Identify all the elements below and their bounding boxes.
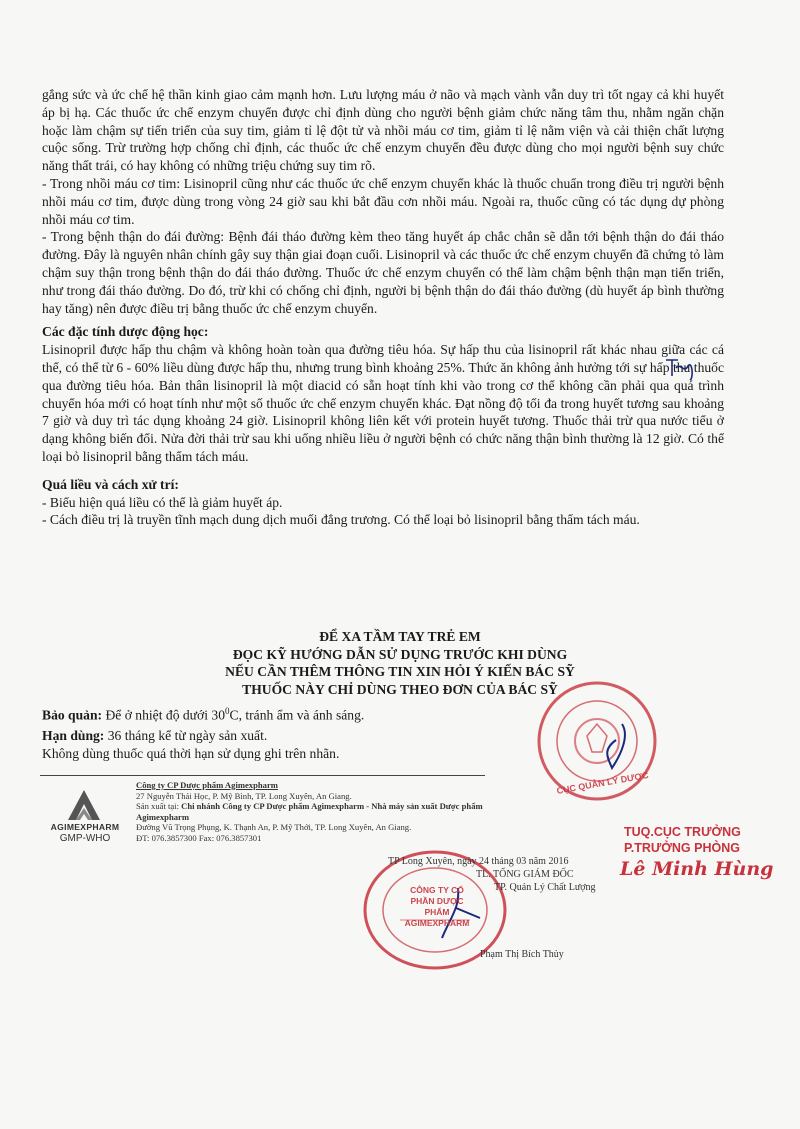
pharmacokinetics-text: Lisinopril được hấp thu chậm và không hoàn toàn qua đường tiêu hóa. Sự hấp thu của lisinopril rất khác nhau giữa các cá thể, có thể từ 6 - 60% liều dùng được hấp thu, nhưng trung bình khoảng 25%. Thức ăn không ảnh hưởng tới sự hấp thu thuốc qua đường tiêu hóa. Bản thân lisinopril là một diacid có sẵn hoạt tính khi vào trong cơ thể không cần phải qua quá trình chuyển hóa mới có hoạt tính như một số thuốc ức chế enzym chuyển khác. Đạt nồng độ tối đa trong huyết tương sau khoảng 7 giờ và duy trì tác dụng khoảng 24 giờ. Lisinopril không liên kết với protein huyết tương. Thuốc thải trừ qua nước tiểu ở dạng không biến đổi. Nửa đời thải trừ sau khi uống nhiều liều ở người bệnh có chức năng thận bình thường là 12 giờ. Có thể loại bỏ lisinopril bằng thẩm tách máu. [42, 342, 724, 464]
overdose-line-2: - Cách điều trị là truyền tĩnh mạch dung dịch muối đẳng trương. Có thể loại bỏ lisinopril bằng thẩm tách máu. [42, 512, 640, 528]
company-name: Công ty CP Dược phẩm Agimexpharm [136, 780, 278, 790]
warning-line: ĐỌC KỸ HƯỚNG DẪN SỬ DỤNG TRƯỚC KHI DÙNG [232, 646, 568, 662]
company-signature-block [380, 855, 596, 961]
overdose-line-1: - Biểu hiện quá liều có thể là giảm huyết áp. [42, 494, 283, 510]
sign-date: TP Long Xuyên, ngày 24 tháng 03 năm 2016 [388, 856, 569, 867]
storage-info [42, 702, 364, 725]
logo-caption [38, 822, 132, 844]
storage-degree: 0 [225, 706, 230, 716]
manufacturer-info [136, 780, 496, 844]
warning-line: NẾU CẦN THÊM THÔNG TIN XIN HỎI Ý KIẾN BÁC SỸ [225, 664, 575, 679]
divider [40, 775, 485, 776]
official-title-block [624, 824, 784, 856]
storage-text: Để ở nhiệt độ dưới 30 [102, 707, 226, 723]
warning-line: ĐỂ XA TẦM TAY TRẺ EM [319, 629, 481, 644]
warning-line: THUỐC NÀY CHỈ DÙNG THEO ĐƠN CỦA BÁC SỸ [242, 681, 558, 697]
sign-role-2: TP. Quản Lý Chất Lượng [494, 882, 596, 893]
company-address: 27 Nguyễn Thái Học, P. Mỹ Bình, TP. Long Xuyên, An Giang. [136, 790, 352, 801]
warning-block [0, 628, 800, 698]
storage-text-after: C, tránh ẩm và ánh sáng. [229, 707, 365, 723]
official-line-2: P.TRƯỞNG PHÒNG [624, 841, 740, 855]
shelf-life-note: Không dùng thuốc quá thời hạn sử dụng ghi trên nhãn. [42, 746, 340, 761]
pharmacokinetics-heading: Các đặc tính dược động học: [42, 324, 209, 340]
official-line-1: TUQ.CỤC TRƯỞNG [624, 825, 741, 839]
branch-name: Chi nhánh Công ty CP Dược phẩm Agimexpharm - Nhà máy sản xuất Dược phẩm Agimexpharm [136, 801, 483, 822]
logo-name: AGIMEXPHARM [50, 822, 120, 832]
company-stamp-text: CÔNG TY CỔ PHẦN DƯỢC PHẨM AGIMEXPHARM [404, 885, 470, 928]
initials-signature-icon [664, 352, 704, 382]
logo-sub: GMP-WHO [59, 833, 111, 844]
paragraph-diabetic-nephropathy: - Trong bệnh thận do đái đường: Bệnh đái tháo đường kèm theo tăng huyết áp chắc chắn sẽ dẫn tới bệnh thận do đái tháo đường. Đây là nguyên nhân chính gây suy thận giai đoạn cuối. Lisinopril và các thuốc ức chế enzym chuyển đã chứng tỏ làm chậm suy thận trong bệnh thận do đái tháo đường. Thuốc ức chế enzym chuyển có thể làm chậm bệnh thận mạn tiến triển, như trong đái tháo đường. Do đó, trừ khi có chống chỉ định, người bị bệnh thận do đái tháo đường (dù huyết áp bình thường hay tăng) nên được điều trị bằng thuốc ức chế enzym chuyển. [42, 229, 724, 316]
overdose-heading: Quá liều và cách xử trí: [42, 476, 179, 492]
storage-label: Bảo quản: [42, 707, 103, 723]
ministry-stamp-text: CỤC QUẢN LÝ DƯỢC [555, 769, 650, 797]
official-signature: Lê Minh Hùng [620, 858, 774, 880]
produced-at-label: Sản xuất tại: [136, 801, 182, 812]
body-text [42, 86, 724, 529]
paragraph-heart-failure: gắng sức và ức chế hệ thần kinh giao cảm mạnh hơn. Lưu lượng máu ở não và mạch vành vẫn duy trì tốt ngay cả khi huyết áp bị hạ. Các thuốc ức chế enzym chuyển được chỉ định dùng cho người bệnh giảm chức năng tâm thu, nhằm ngăn chặn hoặc làm chậm sự tiến triển của suy tim, giảm tỉ lệ đột tử và nhồi máu cơ tim, giảm tỉ lệ nằm viện và cải thiện chất lượng cuộc sống. Trừ trường hợp chống chỉ định, các thuốc ức chế enzym chuyển đều được dùng cho mọi người bệnh suy chức năng thất trái, có hay không có những triệu chứng suy tim rõ. [42, 87, 724, 174]
shelf-life-label: Hạn dùng: [42, 728, 105, 743]
branch-address: Đường Vũ Trọng Phụng, K. Thạnh An, P. Mỹ Thới, TP. Long Xuyên, An Giang. [136, 822, 412, 833]
sign-name: Phạm Thị Bích Thủy [480, 949, 564, 960]
shelf-life-info [42, 727, 339, 763]
shelf-life-text: 36 tháng kể từ ngày sản xuất. [104, 728, 268, 743]
company-phone: ĐT: 076.3857300 Fax: 076.3857301 [136, 832, 262, 843]
sign-role-1: TL. TỔNG GIÁM ĐỐC [475, 869, 574, 880]
paragraph-myocardial-infarction: - Trong nhồi máu cơ tim: Lisinopril cũng như các thuốc ức chế enzym chuyển khác là thuốc chuẩn trong điều trị người bệnh nhồi máu cơ tim, được dùng trong vòng 24 giờ sau khi bắt đầu cơn nhồi máu. Ngoài ra, thuốc cũng có tác dụng dự phòng nhồi máu cơ tim. [42, 175, 724, 227]
